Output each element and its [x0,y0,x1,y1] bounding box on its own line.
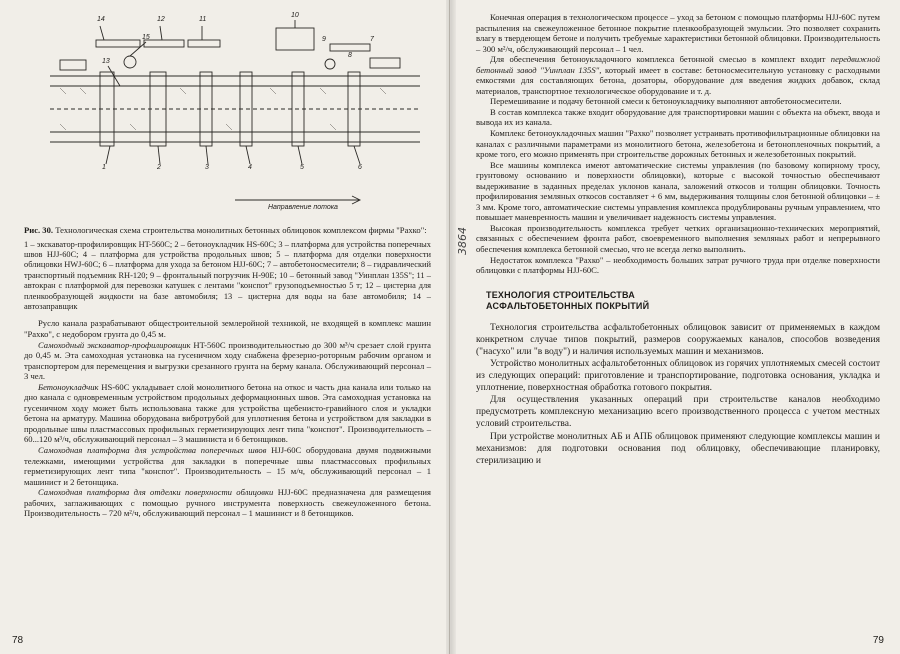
right-paragraph [476,223,880,255]
left-paragraph-text: HJJ-60C предназначена для размещения рабочих, заглаживающих с помощью ручного инструмента поверхность свежеуложенного бетона. Производительность – 720 м²/ч, обслуживающий персонал – 1 машинист и 8 бетонщиков. [24,487,431,519]
callout-9: 9 [322,36,326,43]
left-paragraph [24,487,431,519]
callout-13: 13 [102,58,110,65]
left-paragraph [24,445,431,487]
left-paragraph-text: HJJ-60C оборудована двумя подвижными тележками, имеющими устройства для закладки в поперечные швы пластмассовых профильных герметизирующих лент типа "конспот". Производительность – 15 м/ч, обслуживающий персонал – 1 машинист и 2 бетонщика. [24,445,431,487]
left-page-number: 78 [12,635,24,646]
left-paragraph-text: HT-560C производительностью до 300 м³/ч срезает слой грунта до 0,45 м. Эта самоходная установка на гусеничном ходу снабжена фрезерно-роторным рабочим органом и транспортером для перемещения и выгрузки срезанного грунта на берму канала. Обслуживающий персонал – 3 чел. [24,339,431,382]
right-section-paragraph: Технология строительства асфальтобетонных облицовок зависит от применяемых в каждом конкретном случае типов покрытий, размеров сооружаемых каналов, способов возведения ("насухо" или "в воду") и наличия используемых машин и механизмов. [476,322,880,357]
callout-7: 7 [370,36,374,43]
right-paragraph [476,96,880,107]
left-paragraph-text: Русло канала разрабатывают общестроительной землеройной техникой, не входящей в комплекс машин "Рахко", с недобором грунта до 0,45 м. [24,318,431,339]
book-gutter [446,0,456,654]
left-paragraph [24,340,431,382]
right-paragraph-text: В состав комплекса также входит оборудование для транспортировки машин с объекта на объект, ввода и вывода их из канала. [476,106,880,128]
right-paragraph-text: Для обеспечения бетоноукладочного комплекса бетонной смесью в комплект входит [490,54,831,65]
callout-1: 1 [102,164,106,171]
callout-11: 11 [199,16,207,23]
left-paragraph [24,382,431,445]
callout-8: 8 [348,52,352,59]
film-tank-truck-shape [144,40,184,47]
callout-4: 4 [248,164,252,171]
flow-direction-label: Направление потока [268,204,338,211]
right-paragraph-text: Конечная операция в технологическом процессе – уход за бетоном с помощью платформы HJJ-60C путем распыления на свежеуложенное бетонное покрытие пленкообразующей эмульсии. Это позволяет сохранить влагу в твердеющем бетоне и получить требуемые характеристики бетонной облицовки. Производительность – 300 м²/ч, обслуживающий персонал – 1 чел. [476,12,880,54]
crane-truck-shape [188,40,220,47]
figure-legend: 1 – экскаватор-профилировщик HT-560C; 2 – бетоноукладчик HS-60C; 3 – платформа для устройства поперечных швов HJJ-60C; 4 – платформа для устройства продольных швов; 5 – платформа для отделки поверхности облицовки HWJ-60C; 6 – платформа для ухода за бетоном HJJ-60C; 7 – автобетоносмесители; 8 – гидравлический транспортный подъемник RH-120; 9 – фронтальный погрузчик H-90E; 10 – бетонный завод "Уинплан 135S"; 11 – автокран с платформой для перевозки катушек с лентами "конспот" грузоподъемностью 5 т; 12 – цистерна для пленкообразующей жидкости на базе автомобиля; 13 – цистерна для воды на базе автомобиля; 14 – автозаправщик [24,239,431,312]
figure-technological-scheme [30,14,430,219]
right-paragraph [476,160,880,223]
left-paragraph-lead: Самоходная платформа для отделки поверхности облицовки [38,487,274,498]
right-section-paragraph: Устройство монолитных асфальтобетонных облицовок из горячих уплотняемых смесей состоит из следующих операций: приготовление и транспортирование, подготовка основания, укладка и уплотнение, поверхностная обработка готового покрытия. [476,358,880,394]
right-paragraph-text: Комплекс бетоноукладочных машин "Рахко" позволяет устраивать противофильтрационные облицовки на каналах с различными параметрами из монолитного бетона, железобетона и бетонопленочных покрытий, а кроме того, его можно применять при строительстве дорожных бетонных и железобетонных покрытий. [476,128,880,160]
left-paragraph-lead: Самоходный экскаватор-профилировщик [38,339,191,350]
callout-5: 5 [300,164,304,171]
right-paragraph [476,255,880,276]
callout-12: 12 [157,16,165,23]
callout-14: 14 [97,16,105,23]
callout-3: 3 [205,164,209,171]
left-paragraph-lead: Самоходная платформа для устройства поперечных швов [38,445,267,455]
left-paragraph [24,318,431,339]
right-section-paragraph: Для осуществления указанных операций при строительстве каналов необходимо предусмотреть комплексную механизацию всего производственного процесса с учетом местных условий строительства. [476,395,880,430]
right-paragraph [476,54,880,96]
left-paragraph-text: HS-60C укладывает слой монолитного бетона на откос и часть дна канала или только на дно канала с одновременным устройством продольных деформационных швов. Эта самоходная установка на гусеничном ходу может быть использована также для устройства щебенисто-гравийного слоя и укладки бетона на арматуру. Машина оборудована вибротрубой для уплотнения бетона и устройством для закладки в продольные швы пластмассовых профильных герметизирующих лент типа "конспот". Производительность – 60...120 м³/ч, обслуживающий персонал – 3 машиниста и 6 бетонщиков. [24,381,431,445]
callout-2: 2 [157,164,161,171]
right-paragraph-text: Перемешивание и подачу бетонной смеси к бетоноукладчику выполняют автобетоносмесители. [490,96,842,107]
right-paragraph [476,12,880,54]
right-page [450,0,900,654]
left-paragraph-lead: Бетоноукладчик [38,381,99,392]
callout-6: 6 [358,164,362,171]
handwritten-margin-note: 3864 [456,227,469,255]
scheme-drawing [30,14,430,219]
right-paragraph [476,128,880,160]
right-paragraph-tail: , который имеет в составе: бетоносмесительную установку с расходными емкостями для составляющих бетона, дозаторы, оборудование для введения жидких добавок, склад материалов, транспортное технологическое оборудование и т. д. [476,64,880,96]
caption-title: Рис. 30. [24,225,54,235]
mixer-shape [330,44,370,51]
figure-caption [24,225,431,236]
right-paragraph-text: Недостаток комплекса "Рахко" – необходимость больших затрат ручного труда при отделке поверхности облицовки с платформы HJJ-60C. [476,254,880,276]
callout-10: 10 [291,12,299,19]
callout-15: 15 [142,34,150,41]
right-paragraph-text: Высокая производительность комплекса требует четких организационно-технических мероприятий, связанных с обеспечением фронта работ, своевременного выполнения земляных работ и непрерывного обеспечения комплекса бетонной смесью, что не всегда легко выполнить. [476,222,880,255]
caption-text: Технологическая схема строительства монолитных бетонных облицовок комплексом фирмы "Рахко": [55,225,427,235]
fuel-truck-shape [96,40,140,47]
section-title-line-1: ТЕХНОЛОГИЯ СТРОИТЕЛЬСТВА [486,289,635,300]
right-paragraph-italic: передвижной бетонный завод "Уинплан 135S" [476,54,880,75]
right-section-paragraph: При устройстве монолитных АБ и АПБ облицовок применяют следующие комплексы машин и механизмов: для подготовки основания под облицовку, обеспечивающие планировку, стерилизацию и [476,431,880,466]
right-paragraph-text: Все машины комплекса имеют автоматические системы управления (по базовому копирному тросу, грунтовому основанию и поверхности облицовки), которые с высокой точностью обеспечивают выдерживание в заданных пределах уклонов канала, заложений откосов и толщин облицовки. Точность профилирования земляных откосов составляет + 6 мм, выдерживания толщины слоя бетонной облицовки – ± 3 мм. Кроме того, автоматические системы управления комплекса продублированы ручным управлением, что повышает маневренность машин и увеличивает надежность системы управления. [476,159,880,223]
section-title-line-2: АСФАЛЬТОБЕТОННЫХ ПОКРЫТИЙ [486,300,650,311]
section-title [486,290,880,312]
concrete-plant-shape [276,28,314,50]
right-page-number: 79 [872,635,884,646]
right-paragraph [476,107,880,128]
